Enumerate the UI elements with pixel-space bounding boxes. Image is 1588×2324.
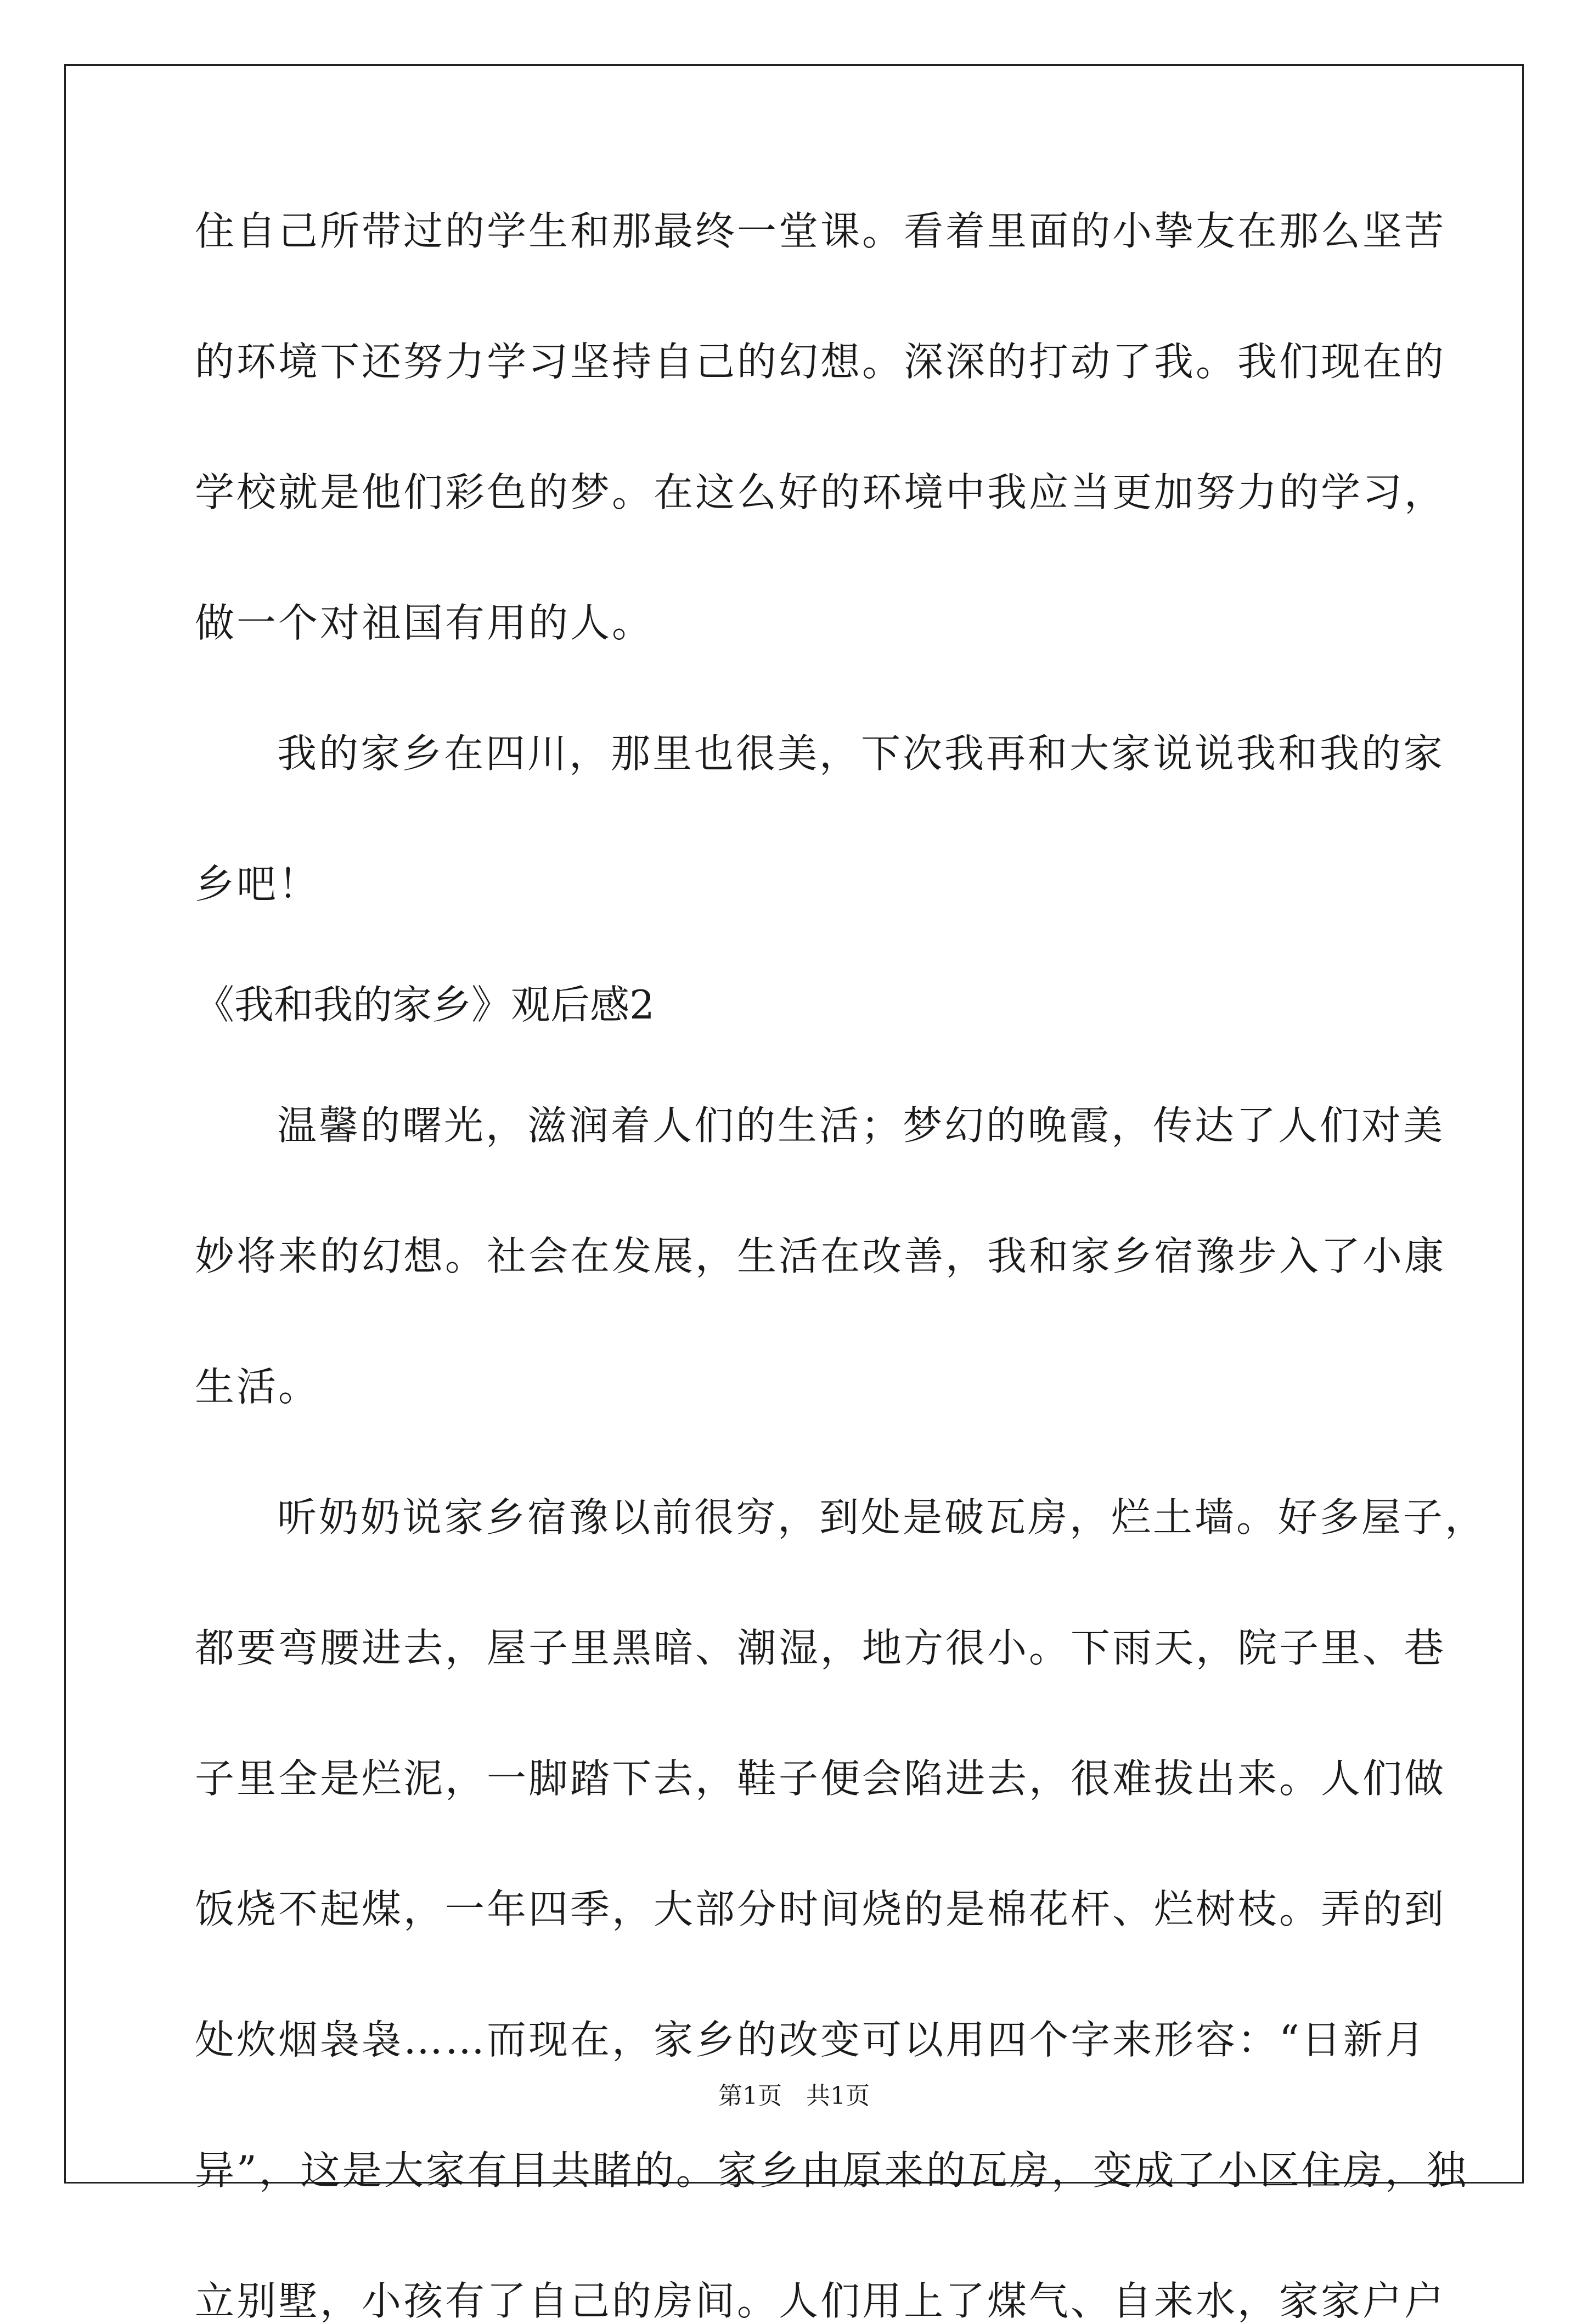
- text-line: 子里全是烂泥，一脚踏下去，鞋子便会陷进去，很难拔出来。人们做: [195, 1755, 1446, 1802]
- text-line: 的环境下还努力学习坚持自己的幻想。深深的打动了我。我们现在的: [195, 339, 1446, 385]
- text-line: 处炊烟袅袅……而现在，家乡的改变可以用四个字来形容：“日新月: [195, 2017, 1427, 2063]
- text-line: 做一个对祖国有用的人。: [195, 600, 654, 646]
- text-line: 乡吧！: [195, 861, 320, 907]
- text-line: 住自己所带过的学生和那最终一堂课。看着里面的小挚友在那么坚苦: [195, 208, 1446, 254]
- section-heading: 《我和我的家乡》观后感2: [195, 982, 655, 1028]
- text-line: 生活。: [195, 1364, 320, 1410]
- paragraph-start-line: 我的家乡在四川，那里也很美，下次我再和大家说说我和我的家: [277, 730, 1445, 776]
- text-line: 异”，这是大家有目共睹的。家乡由原来的瓦房，变成了小区住房，独: [195, 2147, 1468, 2193]
- text-line: 学校就是他们彩色的梦。在这么好的环境中我应当更加努力的学习，: [195, 469, 1446, 515]
- page-number-footer: 第1页 共1页: [718, 2082, 870, 2110]
- text-line: 妙将来的幻想。社会在发展，生活在改善，我和家乡宿豫步入了小康: [195, 1233, 1446, 1279]
- paragraph-start-line: 温馨的曙光，滋润着人们的生活；梦幻的晚霞，传达了人们对美: [277, 1102, 1445, 1149]
- text-line: 都要弯腰进去，屋子里黑暗、潮湿，地方很小。下雨天，院子里、巷: [195, 1625, 1446, 1671]
- text-line: 饭烧不起煤，一年四季，大部分时间烧的是棉花杆、烂树枝。弄的到: [195, 1886, 1446, 1932]
- text-line: 立别墅，小孩有了自己的房间。人们用上了煤气、自来水，家家户户: [195, 2278, 1446, 2324]
- paragraph-start-line: 听奶奶说家乡宿豫以前很穷，到处是破瓦房，烂土墙。好多屋子，: [277, 1494, 1487, 1540]
